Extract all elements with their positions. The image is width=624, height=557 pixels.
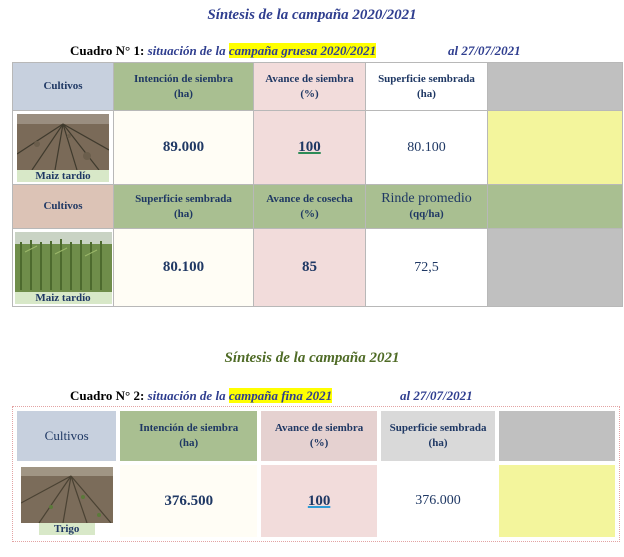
header-avance-siembra: Avance de siembra (%) xyxy=(254,63,366,111)
crop-photo-cell xyxy=(17,465,116,537)
caption-date: al 27/07/2021 xyxy=(400,388,473,403)
table2-caption xyxy=(70,388,473,404)
table-row xyxy=(13,229,623,307)
value-avance-siembra: 100 xyxy=(261,465,377,537)
maiz-field-image xyxy=(17,114,109,170)
value-rinde: 72,5 xyxy=(366,229,488,307)
crop-photo-cell xyxy=(13,229,114,307)
caption-date: al 27/07/2021 xyxy=(448,43,521,58)
value-avance-cosecha: 85 xyxy=(254,229,366,307)
header-superficie-sembrada: Superficie sembrada (ha) xyxy=(114,185,254,229)
table1-caption xyxy=(70,43,521,59)
table-campana-fina xyxy=(12,406,620,542)
table-header-row xyxy=(17,411,615,461)
header-cultivos: Cultivos xyxy=(13,63,114,111)
caption-highlight: campaña gruesa 2020/2021 xyxy=(228,43,377,58)
section1-title: Síntesis de la campaña 2020/2021 xyxy=(207,7,417,23)
table-row xyxy=(13,111,623,185)
value-superficie: 376.000 xyxy=(381,465,495,537)
caption-label: Cuadro N° 1: xyxy=(70,43,145,58)
header-rinde-promedio: Rinde promedio (qq/ha) xyxy=(366,185,488,229)
table-campana-gruesa xyxy=(12,62,623,307)
empty-yellow-cell xyxy=(488,111,623,185)
header-intencion-siembra: Intención de siembra (ha) xyxy=(120,411,257,461)
header-empty-cell xyxy=(499,411,615,461)
value-superficie: 80.100 xyxy=(114,229,254,307)
header-cultivos: Cultivos xyxy=(13,185,114,229)
empty-grey-cell xyxy=(488,229,623,307)
table-header-row xyxy=(13,63,623,111)
caption-highlight: campaña fina 2021 xyxy=(228,388,333,403)
table-row xyxy=(17,465,615,537)
caption-prefix: situación de la xyxy=(147,43,226,58)
maiz-field-image xyxy=(15,232,112,292)
crop-photo-cell xyxy=(13,111,114,185)
empty-yellow-cell xyxy=(499,465,615,537)
value-avance-siembra: 100 xyxy=(254,111,366,185)
header-empty-cell xyxy=(488,63,623,111)
crop-label: Trigo xyxy=(39,523,95,535)
section2-title: Síntesis de la campaña 2021 xyxy=(224,350,400,366)
trigo-field-image xyxy=(21,467,113,523)
value-intencion: 376.500 xyxy=(120,465,257,537)
value-superficie: 80.100 xyxy=(366,111,488,185)
header-avance-siembra: Avance de siembra (%) xyxy=(261,411,377,461)
table-header-row xyxy=(13,185,623,229)
caption-prefix: situación de la xyxy=(147,388,226,403)
crop-label: Maiz tardío xyxy=(17,170,109,182)
header-empty-cell xyxy=(488,185,623,229)
header-intencion-siembra: Intención de siembra (ha) xyxy=(114,63,254,111)
header-superficie-sembrada: Superficie sembrada (ha) xyxy=(366,63,488,111)
header-superficie-sembrada: Superficie sembrada (ha) xyxy=(381,411,495,461)
crop-label: Maiz tardío xyxy=(15,292,112,304)
value-intencion: 89.000 xyxy=(114,111,254,185)
caption-label: Cuadro N° 2: xyxy=(70,388,145,403)
header-avance-cosecha: Avance de cosecha (%) xyxy=(254,185,366,229)
header-cultivos: Cultivos xyxy=(17,411,116,461)
